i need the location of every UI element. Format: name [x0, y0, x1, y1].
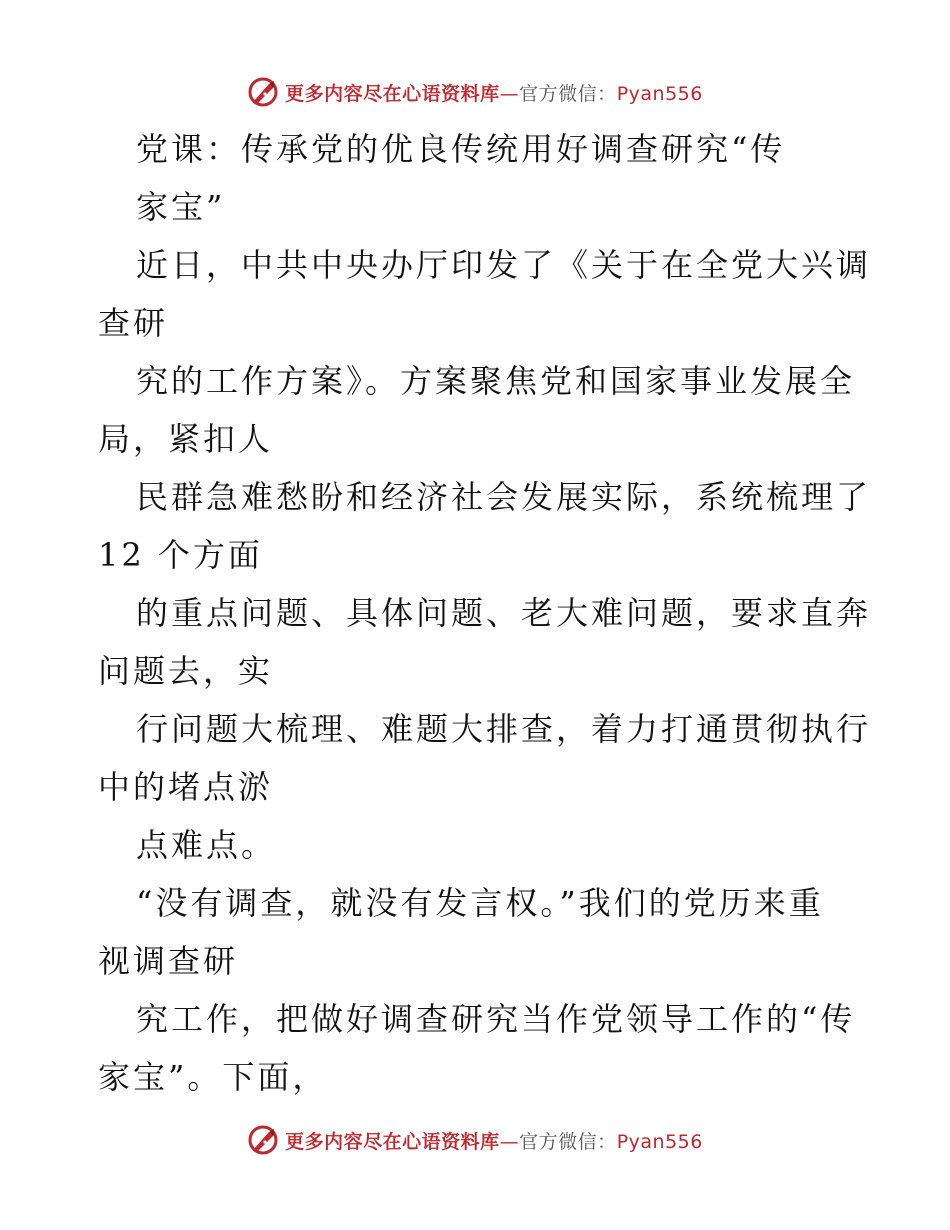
- paragraph-line: 究工作，把做好调查研究当作党领导工作的“传: [136, 1000, 856, 1038]
- header-banner: [0, 72, 950, 112]
- paragraph-line: 局，紧扣人: [98, 420, 274, 458]
- paragraph-line: 家宝”。下面，: [98, 1058, 328, 1096]
- paragraph-line: 究的工作方案》。方案聚焦党和国家事业发展全: [136, 362, 856, 400]
- document-body: [98, 120, 872, 1106]
- banner-separator: —: [499, 82, 520, 105]
- banner-slogan: 更多内容尽在心语资料库: [285, 82, 500, 105]
- pen-nib-logo-icon: [247, 76, 279, 108]
- paragraph-line: 问题去，实: [98, 652, 274, 690]
- title-line: 家宝”: [136, 188, 226, 226]
- paragraph-line: 视调查研: [98, 942, 239, 980]
- paragraph-line: 12 个方面: [98, 536, 263, 574]
- pen-nib-logo-icon: [247, 1124, 279, 1156]
- paragraph-line: “没有调查，就没有发言权。”我们的党历来重: [136, 884, 824, 922]
- banner-wechat-label: 官方微信：: [519, 1130, 617, 1153]
- banner-wechat-id: Pyan556: [616, 1130, 703, 1153]
- paragraph-line: 中的堵点淤: [98, 768, 274, 806]
- banner-slogan: 更多内容尽在心语资料库: [285, 1130, 500, 1153]
- paragraph-line: 行问题大梳理、难题大排查，着力打通贯彻执行: [136, 710, 872, 748]
- title-line: 党课：传承党的优良传统用好调查研究“传: [136, 130, 786, 168]
- banner-wechat-id: Pyan556: [616, 82, 703, 105]
- paragraph-line: 民群急难愁盼和经济社会发展实际，系统梳理了: [136, 478, 872, 516]
- footer-banner: [0, 1120, 950, 1160]
- banner-wechat-label: 官方微信：: [519, 82, 617, 105]
- banner-separator: —: [499, 1130, 520, 1153]
- paragraph-line: 查研: [98, 304, 169, 342]
- paragraph-line: 点难点。: [136, 826, 277, 864]
- paragraph-line: 的重点问题、具体问题、老大难问题，要求直奔: [136, 594, 872, 632]
- paragraph-line: 近日，中共中央办厅印发了《关于在全党大兴调: [136, 246, 872, 284]
